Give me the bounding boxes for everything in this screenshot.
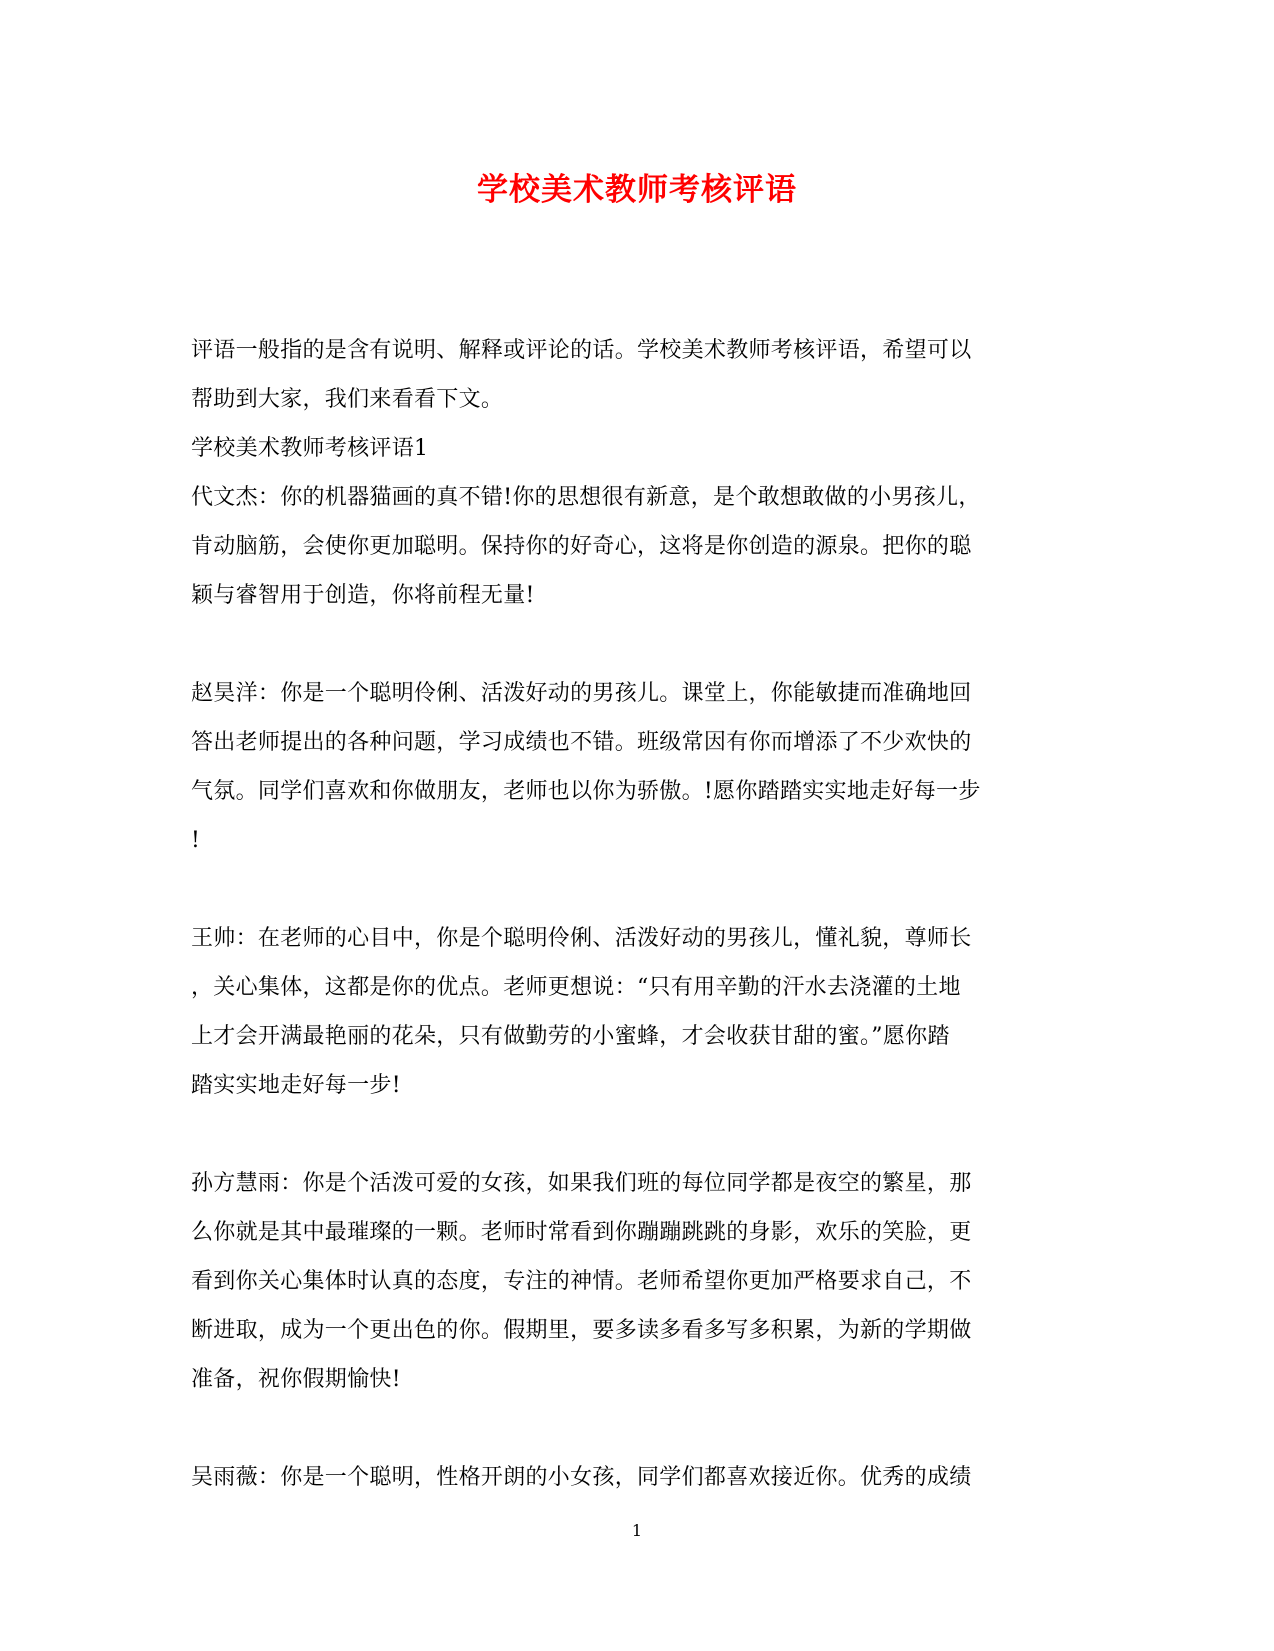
text-line: 么你就是其中最璀璨的一颗。老师时常看到你蹦蹦跳跳的身影，欢乐的笑脸，更: [191, 1220, 972, 1245]
text-line: 孙方慧雨：你是个活泼可爱的女孩，如果我们班的每位同学都是夜空的繁星，那: [191, 1171, 972, 1196]
paragraph-comment: [191, 1453, 1091, 1502]
text-line: ，关心集体，这都是你的优点。老师更想说：“只有用辛勤的汗水去浇灌的土地: [191, 975, 961, 1000]
text-line: 准备，祝你假期愉快!: [191, 1367, 401, 1392]
text-line: 代文杰：你的机器猫画的真不错!你的思想很有新意，是个敢想敢做的小男孩儿，: [191, 485, 981, 510]
text-line: 评语一般指的是含有说明、解释或评论的话。学校美术教师考核评语，希望可以: [191, 338, 972, 363]
paragraph-gap: [191, 1404, 1091, 1453]
text-line: 答出老师提出的各种问题，学习成绩也不错。班级常因有你而增添了不少欢快的: [191, 730, 972, 755]
text-line: 踏实实地走好每一步!: [191, 1073, 401, 1098]
paragraph-comment: [191, 473, 1091, 620]
text-line: 赵昊洋：你是一个聪明伶俐、活泼好动的男孩儿。课堂上，你能敏捷而准确地回: [191, 681, 972, 706]
paragraph-intro: [191, 326, 1091, 424]
text-line: 气氛。同学们喜欢和你做朋友，老师也以你为骄傲。!愿你踏踏实实地走好每一步: [191, 779, 981, 804]
text-line: 帮助到大家，我们来看看下文。: [191, 387, 504, 412]
text-line: 颖与睿智用于创造，你将前程无量!: [191, 583, 535, 608]
page-number: 1: [631, 1521, 643, 1540]
text-line: !: [191, 828, 201, 853]
document-title: 学校美术教师考核评语: [477, 172, 797, 208]
section-heading: [191, 424, 1091, 473]
text-line: 上才会开满最艳丽的花朵，只有做勤劳的小蜜蜂，才会收获甘甜的蜜。”愿你踏: [191, 1024, 950, 1049]
paragraph-gap: [191, 1110, 1091, 1159]
text-line: 学校美术教师考核评语1: [191, 436, 429, 461]
text-line: 吴雨薇：你是一个聪明，性格开朗的小女孩，同学们都喜欢接近你。优秀的成绩: [191, 1465, 972, 1490]
text-line: 王帅：在老师的心目中，你是个聪明伶俐、活泼好动的男孩儿，懂礼貌，尊师长: [191, 926, 972, 951]
paragraph-gap: [191, 865, 1091, 914]
document-body: [191, 326, 1091, 1502]
text-line: 肯动脑筋，会使你更加聪明。保持你的好奇心，这将是你创造的源泉。把你的聪: [191, 534, 972, 559]
paragraph-comment: [191, 669, 1091, 865]
text-line: 看到你关心集体时认真的态度，专注的神情。老师希望你更加严格要求自己，不: [191, 1269, 972, 1294]
paragraph-gap: [191, 620, 1091, 669]
text-line: 断进取，成为一个更出色的你。假期里，要多读多看多写多积累，为新的学期做: [191, 1318, 972, 1343]
paragraph-comment: [191, 1159, 1091, 1404]
paragraph-comment: [191, 914, 1091, 1110]
